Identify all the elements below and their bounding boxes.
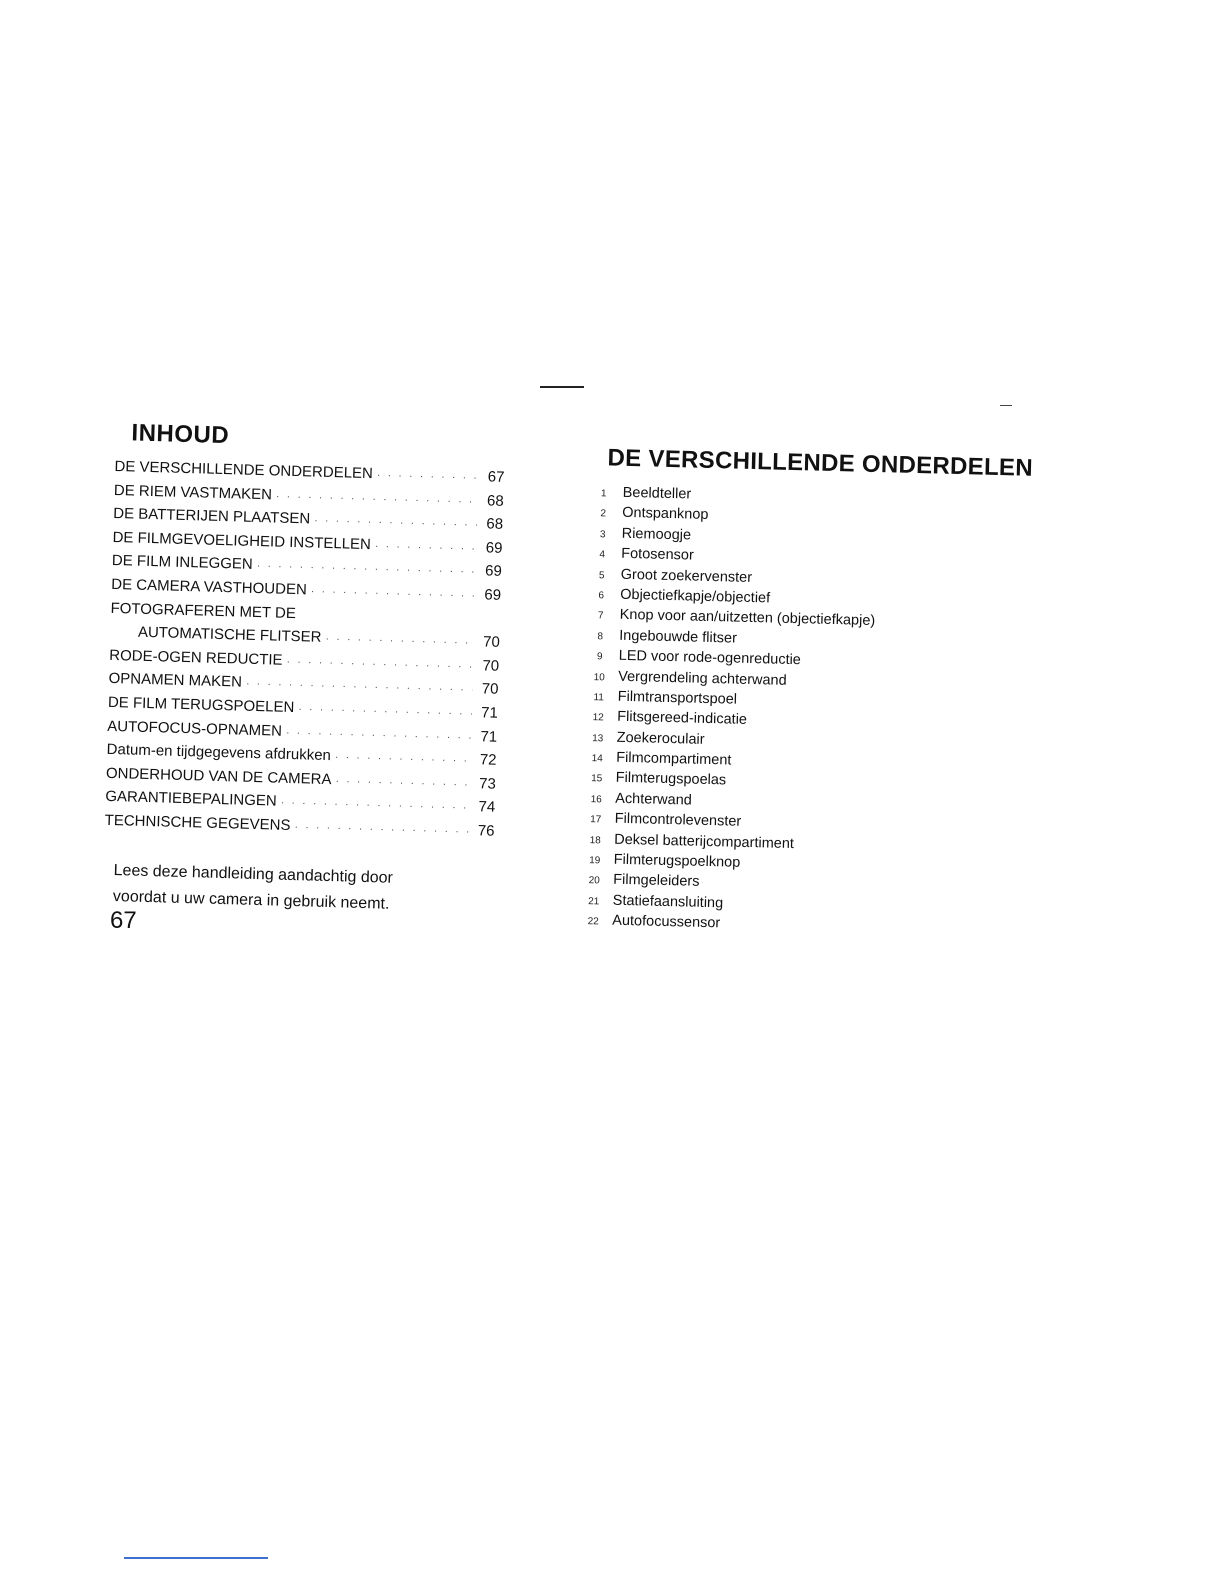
toc-entry-page: 70 bbox=[481, 680, 499, 699]
part-label: Beeldteller bbox=[622, 484, 692, 503]
part-label: Flitsgereed-indicatie bbox=[617, 709, 748, 729]
part-number: 13 bbox=[592, 732, 604, 745]
toc-entry-text: DE BATTERIJEN PLAATSEN bbox=[113, 505, 311, 528]
parts-list bbox=[578, 482, 1019, 941]
toc-entry-text: FOTOGRAFEREN MET DE bbox=[110, 599, 297, 622]
toc-leader bbox=[374, 535, 476, 561]
toc-entry-page: 71 bbox=[480, 727, 498, 746]
part-number: 3 bbox=[599, 529, 606, 541]
toc-entry-text: RODE-OGEN REDUCTIE bbox=[109, 646, 283, 669]
toc-leader bbox=[294, 816, 469, 844]
toc-entry-text: Datum-en tijdgegevens afdrukken bbox=[106, 740, 332, 765]
toc-entry-page: 68 bbox=[486, 515, 504, 534]
part-label: Filmcontrolevenster bbox=[614, 810, 742, 831]
toc-entry-text: GARANTIEBEPALINGEN bbox=[105, 788, 277, 810]
part-label: Ingebouwde flitser bbox=[619, 627, 738, 647]
toc-entry-text: ONDERHOUD VAN DE CAMERA bbox=[105, 764, 332, 788]
part-label: Filmgeleiders bbox=[613, 872, 700, 891]
part-number: 10 bbox=[593, 671, 605, 683]
part-number: 15 bbox=[591, 773, 603, 785]
toc-entry-text: AUTOFOCUS-OPNAMEN bbox=[107, 717, 283, 740]
table-of-contents bbox=[104, 415, 506, 843]
part-number: 12 bbox=[592, 712, 604, 724]
toc-entry-page: 72 bbox=[479, 751, 497, 769]
toc-leader bbox=[300, 618, 475, 623]
part-number: 18 bbox=[589, 834, 601, 847]
part-label: Filmtransportspoel bbox=[617, 688, 738, 708]
toc-entry-text: TECHNISCHE GEGEVENS bbox=[104, 811, 291, 834]
part-number: 16 bbox=[590, 793, 602, 806]
part-number: 20 bbox=[588, 875, 600, 887]
toc-entry-page: 71 bbox=[480, 704, 499, 722]
part-number: 1 bbox=[600, 488, 607, 500]
bottom-rule bbox=[124, 1557, 268, 1559]
toc-entry-text: DE FILM INLEGGEN bbox=[111, 552, 253, 574]
part-label: Filmterugspoelknop bbox=[613, 851, 741, 871]
toc-entry-page: 68 bbox=[486, 491, 504, 510]
part-number: 17 bbox=[590, 814, 602, 826]
toc-entry-text: AUTOMATISCHE FLITSER bbox=[137, 623, 322, 646]
parts-title: DE VERSCHILLENDE ONDERDELEN bbox=[607, 444, 1034, 482]
page-number: 67 bbox=[110, 907, 137, 934]
toc-title: INHOUD bbox=[131, 419, 230, 450]
part-number: 21 bbox=[588, 895, 600, 908]
toc-entry-text: DE FILM TERUGSPOELEN bbox=[107, 693, 295, 717]
part-label: Zoekeroculair bbox=[616, 729, 705, 748]
part-number: 19 bbox=[589, 855, 601, 867]
reading-note-line: Lees deze handleiding aandachtig door bbox=[113, 861, 394, 887]
part-label: Fotosensor bbox=[621, 545, 694, 564]
toc-entry-text: DE RIEM VASTMAKEN bbox=[113, 481, 273, 503]
toc-entry-page: 69 bbox=[484, 562, 503, 581]
reading-note-line: voordat u uw camera in gebruik neemt. bbox=[112, 887, 390, 913]
toc-entry-page bbox=[478, 623, 500, 624]
toc-entry-page: 74 bbox=[478, 798, 496, 817]
part-number: 2 bbox=[600, 508, 607, 520]
part-label: Filmcompartiment bbox=[616, 749, 732, 769]
part-label: Vergrendeling achterwand bbox=[618, 668, 787, 689]
toc-list bbox=[104, 455, 504, 843]
part-number: 8 bbox=[597, 630, 604, 643]
toc-entry-page: 70 bbox=[482, 657, 500, 675]
part-number: 9 bbox=[596, 651, 603, 663]
toc-entry-page: 76 bbox=[477, 822, 495, 840]
part-label: Statiefaansluiting bbox=[612, 892, 724, 912]
part-label: Filmterugspoelas bbox=[615, 770, 727, 789]
reading-note bbox=[113, 858, 474, 920]
toc-entry-text: DE FILMGEVOELIGHEID INSTELLEN bbox=[112, 528, 372, 553]
part-number: 11 bbox=[593, 692, 605, 704]
toc-entry-text: OPNAMEN MAKEN bbox=[108, 670, 243, 691]
toc-entry-text: DE CAMERA VASTHOUDEN bbox=[111, 575, 308, 599]
part-number: 4 bbox=[599, 549, 606, 561]
part-label: Riemoogje bbox=[621, 525, 692, 544]
parts-list-section bbox=[578, 440, 1034, 941]
part-label: Objectiefkapje/objectief bbox=[620, 586, 771, 607]
toc-entry-text: DE VERSCHILLENDE ONDERDELEN bbox=[114, 457, 374, 483]
part-label: LED voor rode-ogenreductie bbox=[618, 647, 802, 669]
part-label: Groot zoekervenster bbox=[620, 566, 753, 586]
part-number: 7 bbox=[597, 610, 604, 622]
part-number: 14 bbox=[591, 753, 603, 765]
part-label: Deksel batterijcompartiment bbox=[614, 831, 795, 852]
margin-mark bbox=[1000, 405, 1012, 406]
part-number: 22 bbox=[587, 916, 599, 928]
part-number: 5 bbox=[598, 569, 605, 581]
toc-entry-page: 67 bbox=[487, 468, 505, 486]
toc-entry-page: 69 bbox=[485, 539, 503, 557]
toc-entry-page: 69 bbox=[484, 586, 502, 604]
part-label: Knop voor aan/uitzetten (objectiefkapje) bbox=[619, 607, 876, 630]
part-label: Ontspanknop bbox=[622, 505, 709, 524]
part-label: Autofocussensor bbox=[612, 912, 721, 932]
toc-leader bbox=[310, 580, 475, 608]
toc-entry-page: 70 bbox=[482, 633, 501, 651]
toc-entry-page: 73 bbox=[478, 775, 497, 793]
part-number: 6 bbox=[598, 590, 605, 602]
top-rule bbox=[540, 386, 584, 388]
toc-leader bbox=[376, 464, 478, 490]
part-label: Achterwand bbox=[615, 790, 692, 809]
